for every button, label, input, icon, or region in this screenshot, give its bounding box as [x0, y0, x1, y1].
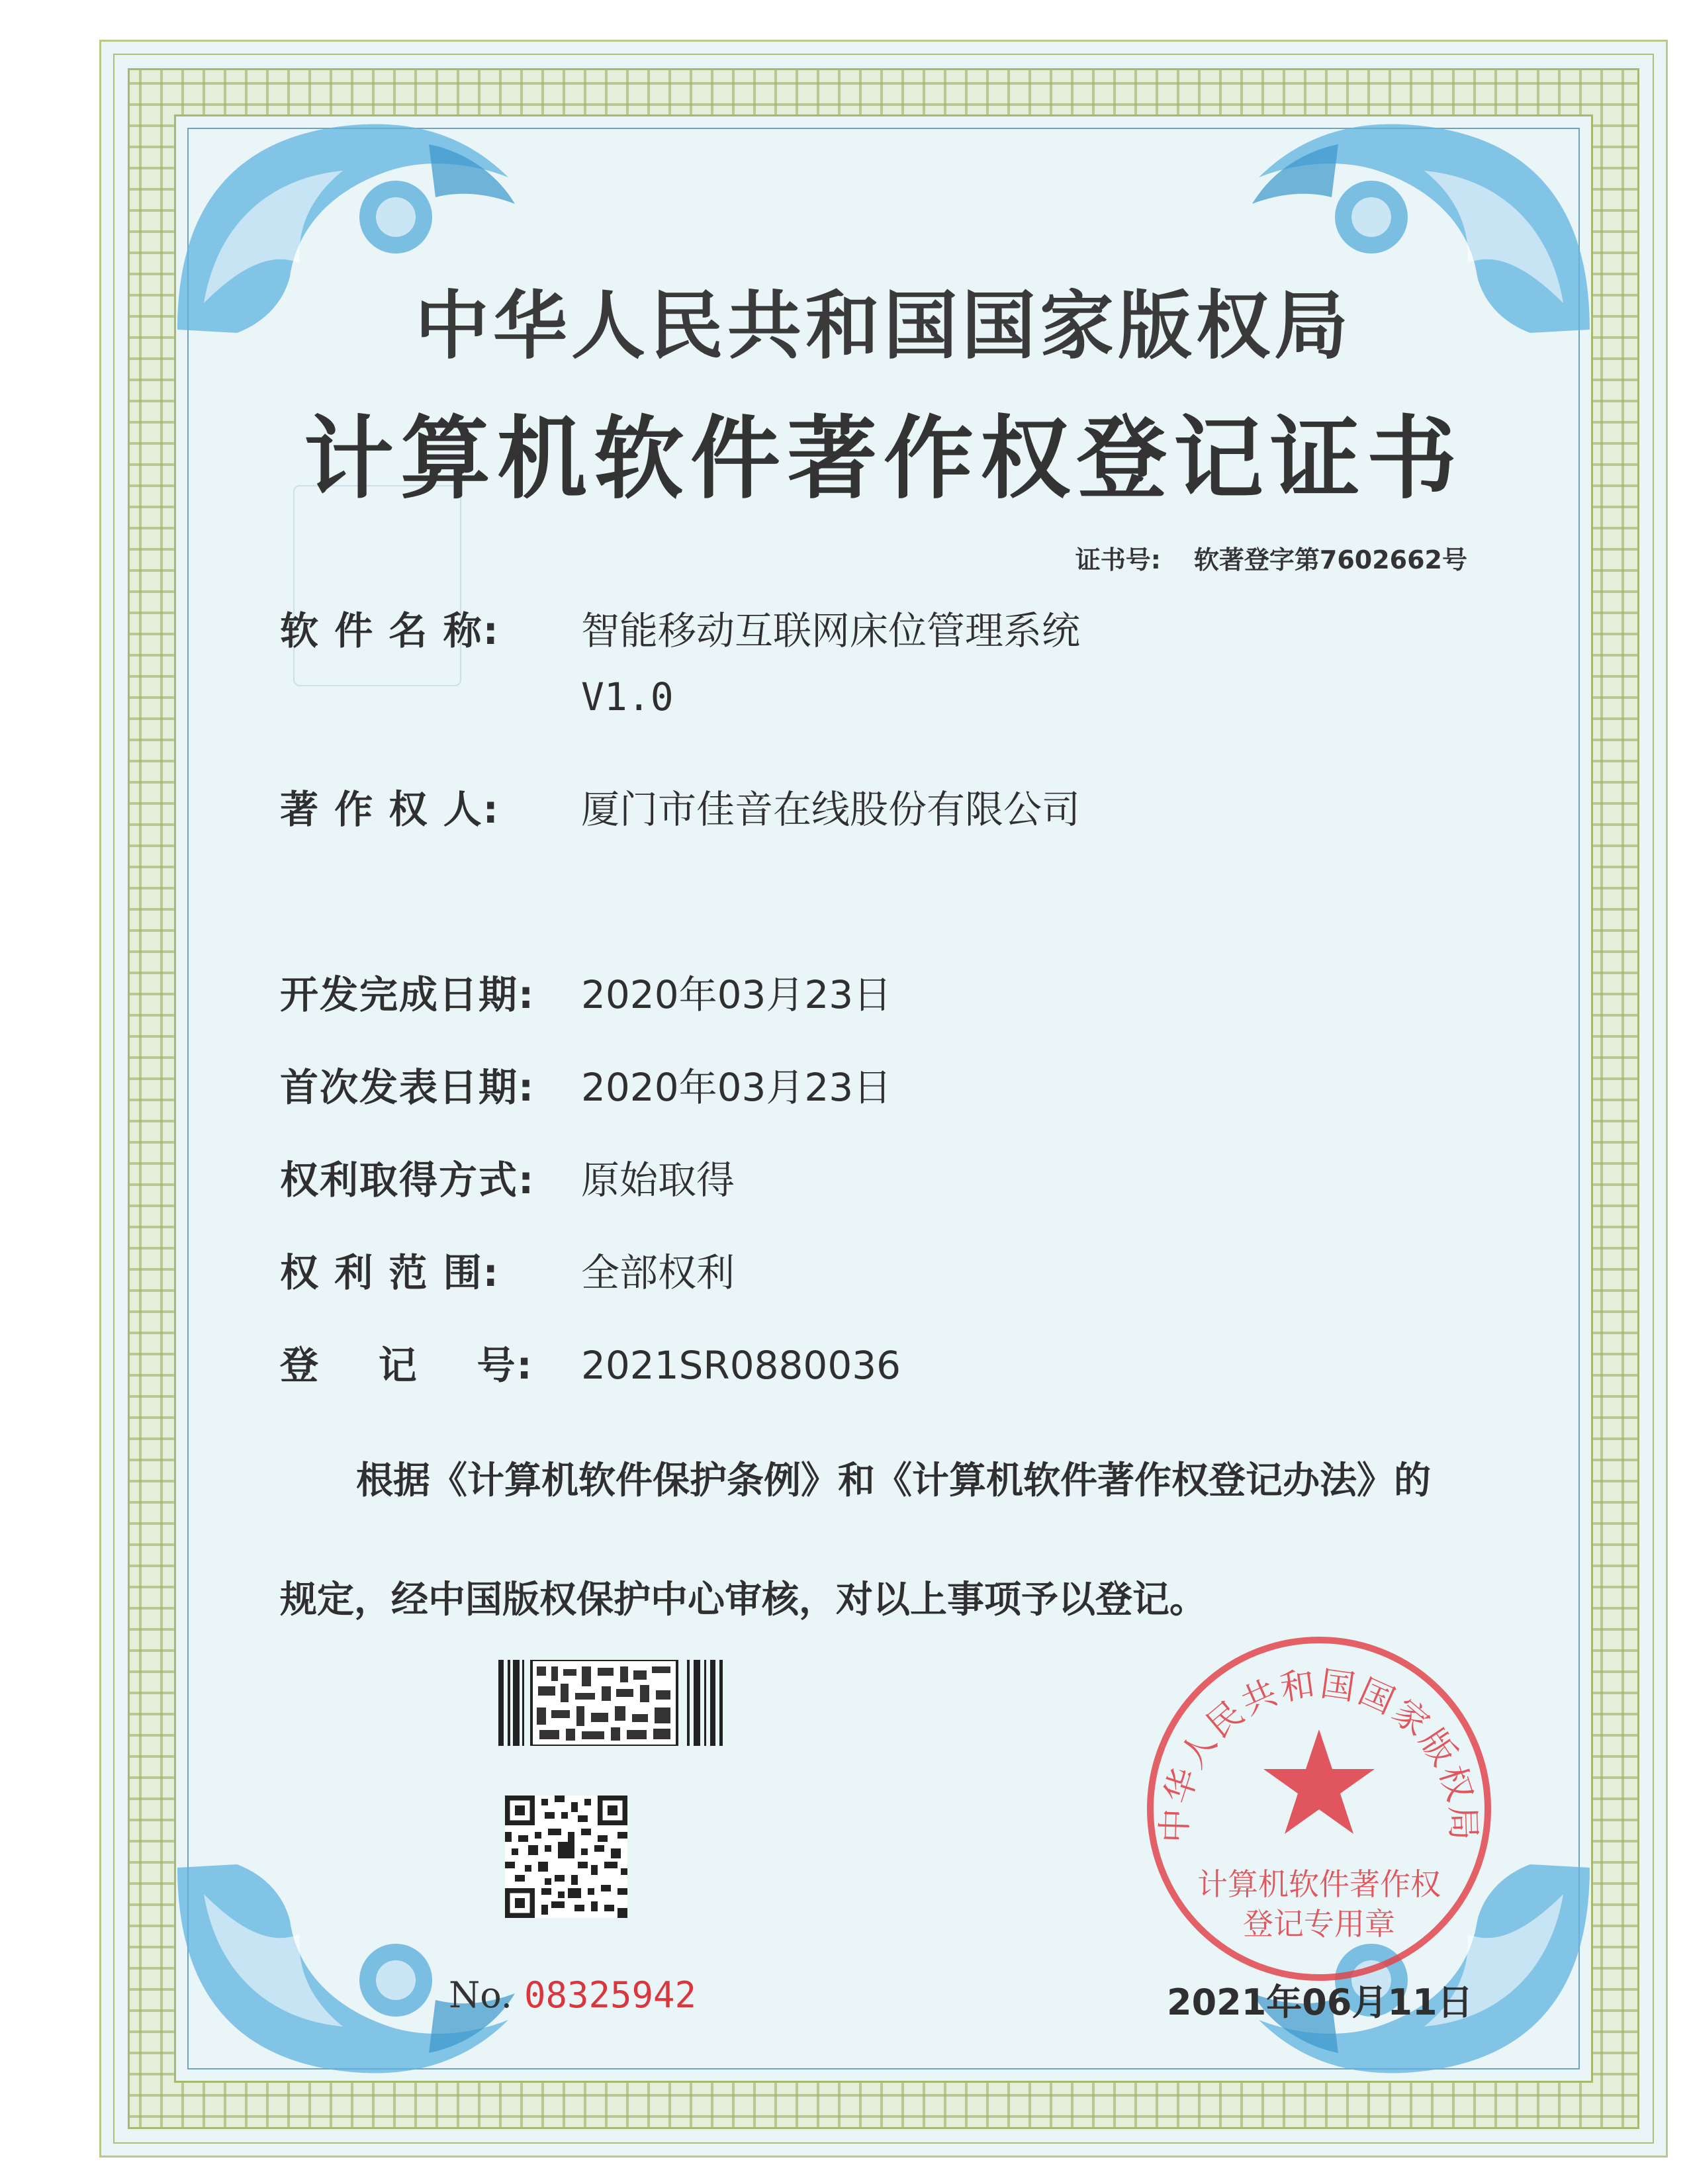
software-version: V1.0 [581, 674, 674, 719]
certificate-number-label: 证书号: [1075, 545, 1161, 574]
issue-date: 2021年06月11日 [1167, 1981, 1473, 2023]
copyright-owner-value: 厦门市佳音在线股份有限公司 [581, 787, 1081, 832]
field-acquisition-method [280, 1147, 1604, 1213]
registration-number-value: 2021SR0880036 [581, 1343, 901, 1388]
field-copyright-owner [280, 776, 1604, 842]
field-software-name [280, 598, 1604, 730]
field-label: 权利取得方式: [280, 1158, 535, 1203]
official-seal [1140, 1630, 1498, 1987]
completion-date-value: 2020年03月23日 [581, 972, 892, 1017]
field-registration-number [280, 1332, 1604, 1398]
field-label: 权 利 范 围: [280, 1250, 500, 1295]
certificate-number [1075, 539, 1467, 576]
statement-line-2: 规定，经中国版权保护中心审核，对以上事项予以登记。 [280, 1578, 1207, 1621]
field-value-group [581, 598, 1080, 730]
field-label: 首次发表日期: [280, 1065, 535, 1110]
seal-line-2: 登记专用章 [1243, 1906, 1395, 1942]
rights-scope-value: 全部权利 [581, 1250, 735, 1295]
certificate-sheet [99, 40, 1668, 2158]
first-publication-date-value: 2020年03月23日 [581, 1065, 892, 1110]
seal-line-1: 计算机软件著作权 [1197, 1866, 1441, 1902]
corner-ornament-bottom-left [164, 1854, 535, 2093]
field-rights-scope [280, 1240, 1604, 1306]
certificate-title: 计算机软件著作权登记证书 [304, 406, 1463, 512]
field-first-publication-date [280, 1054, 1604, 1120]
field-label: 软 件 名 称: [280, 608, 500, 653]
field-label: 著 作 权 人: [280, 787, 500, 832]
barcode-2d [498, 1660, 730, 1746]
statement-line-1: 根据《计算机软件保护条例》和《计算机软件著作权登记办法》的 [356, 1459, 1431, 1502]
field-completion-date [280, 962, 1604, 1028]
qr-code [505, 1796, 627, 1918]
acquisition-method-value: 原始取得 [581, 1158, 735, 1203]
serial-value: 08325942 [524, 1974, 697, 2016]
certificate-number-value: 软著登字第7602662号 [1193, 545, 1467, 574]
issuing-agency: 中华人民共和国国家版权局 [415, 283, 1352, 369]
serial-label: No. [449, 1974, 512, 2016]
serial-number [449, 1974, 696, 2016]
field-label: 开发完成日期: [280, 972, 535, 1017]
seal-ring-text: 中华人民共和国国家版权局 [1155, 1664, 1483, 1844]
software-name-value: 智能移动互联网床位管理系统 [581, 608, 1081, 653]
field-label: 登 记 号: [280, 1343, 533, 1388]
